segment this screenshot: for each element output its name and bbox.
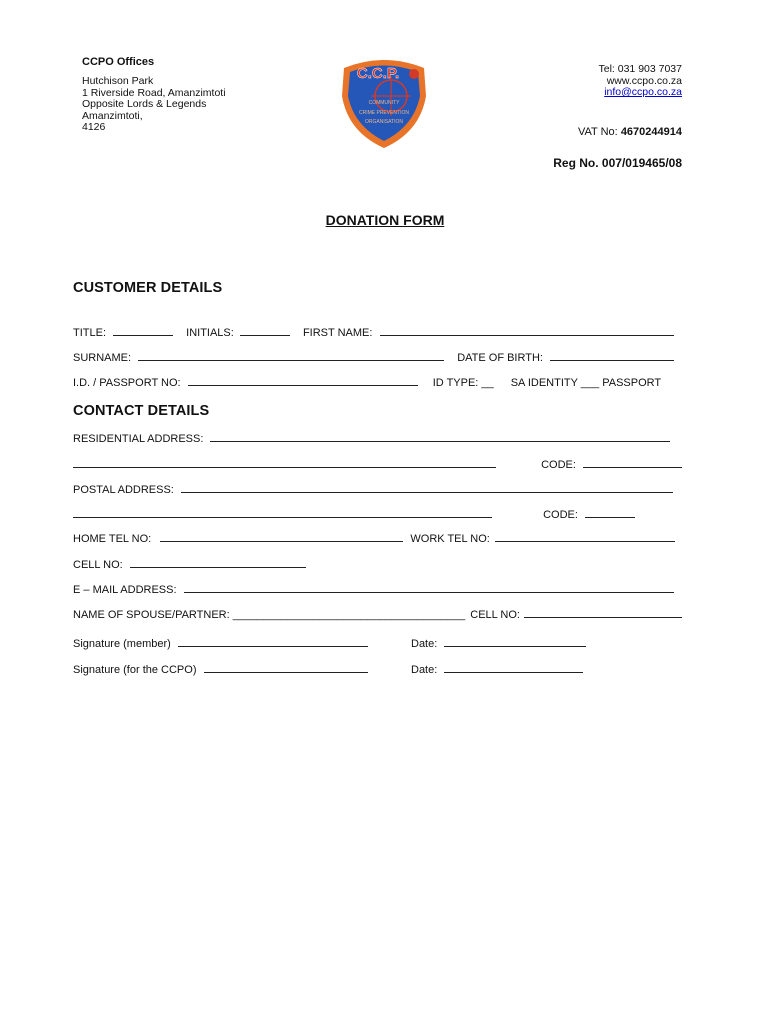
cell-field[interactable] [130,557,306,568]
office-title: CCPO Offices [82,56,155,68]
email-link[interactable]: info@ccpo.co.za [604,86,682,98]
ccpo-signature-field[interactable] [204,662,368,673]
member-signature-label: Signature (member) [73,638,171,650]
initials-label: INITIALS: [186,327,234,339]
spouse-cell-field[interactable] [524,607,682,618]
address-line-1: Hutchison Park [82,75,154,87]
cell-row [73,557,306,571]
surname-row [73,350,674,364]
address-line-3: Opposite Lords & Legends [82,98,207,110]
address-line-4: Amanzimtoti, [82,109,143,122]
home-tel-label: HOME TEL NO: [73,533,152,545]
first-name-label: FIRST NAME: [302,327,373,339]
email-field[interactable] [184,582,674,593]
residential-row [73,431,670,445]
spouse-label[interactable]: NAME OF SPOUSE/PARTNER: ______________________________________ [73,609,466,621]
work-tel-field[interactable] [495,531,675,542]
id-passport-field[interactable] [188,375,418,386]
initials-field[interactable] [240,325,290,336]
residential-field[interactable] [210,431,670,442]
vat-label: VAT No: [578,126,618,138]
ccpo-date-field[interactable] [444,662,583,673]
code-label-2: CODE: [543,509,578,521]
member-date-row [411,636,586,650]
web-link[interactable]: www.ccpo.co.za [606,74,682,87]
title-label: TITLE: [73,327,107,339]
postal-row-2 [73,507,635,521]
customer-details-heading: CUSTOMER DETAILS [73,280,223,296]
spouse-cell-label: CELL NO: [470,609,520,621]
first-name-field[interactable] [380,325,674,336]
code-label-1: CODE: [541,459,576,471]
ccpo-date-row [411,662,583,676]
id-type-label: ID TYPE: __ [432,377,494,389]
dob-field[interactable] [550,350,674,361]
cell-label: CELL NO: [73,559,123,571]
home-tel-field[interactable] [160,531,403,542]
member-signature-row [73,636,368,650]
vat-number [578,126,682,138]
email-label: E – MAIL ADDRESS: [73,584,177,596]
tel-text: Tel: 031 903 7037 [598,63,682,75]
title-field[interactable] [113,325,173,336]
postal-field[interactable] [181,482,673,493]
address-line-5: 4126 [82,121,106,133]
tel-row [73,531,675,545]
dob-label: DATE OF BIRTH: [457,352,543,364]
ccpo-signature-label: Signature (for the CCPO) [73,664,197,676]
residential-label: RESIDENTIAL ADDRESS: [73,433,204,445]
postal-row [73,482,673,496]
address-line-2: 1 Riverside Road, Amanzimtoti [82,86,226,99]
id-row [73,375,661,389]
ccpo-date-label: Date: [411,664,438,676]
code-field-2[interactable] [585,507,635,518]
id-type-options[interactable]: SA IDENTITY ___ PASSPORT [510,377,662,389]
contact-block [599,64,683,99]
spouse-row [73,607,682,621]
member-date-label: Date: [411,638,438,650]
logo-line-3: ORGANISATION [365,119,403,125]
logo-line-1: COMMUNITY [368,100,400,106]
office-block [82,56,226,134]
logo-line-2: CRIME PREVENTION [358,110,410,116]
code-field-1[interactable] [583,457,682,468]
id-passport-label: I.D. / PASSPORT NO: [73,377,181,389]
residential-field-2[interactable] [73,457,496,468]
work-tel-label: WORK TEL NO: [410,533,490,545]
ccpo-shield-icon [334,56,434,152]
postal-label: POSTAL ADDRESS: [73,484,174,496]
vat-value: 4670244914 [620,126,682,138]
contact-details-heading: CONTACT DETAILS [73,403,210,419]
postal-field-2[interactable] [73,507,492,518]
title-row [73,325,674,339]
member-signature-field[interactable] [178,636,368,647]
ccpo-signature-row [73,662,368,676]
email-row [73,582,674,596]
ccpo-logo [334,56,434,152]
logo-letters: C.C.P. [356,65,400,82]
surname-label: SURNAME: [73,352,132,364]
reg-number: Reg No. 007/019465/08 [553,156,682,170]
residential-row-2 [73,457,682,471]
form-title: DONATION FORM [325,212,445,228]
surname-field[interactable] [138,350,444,361]
member-date-field[interactable] [444,636,586,647]
